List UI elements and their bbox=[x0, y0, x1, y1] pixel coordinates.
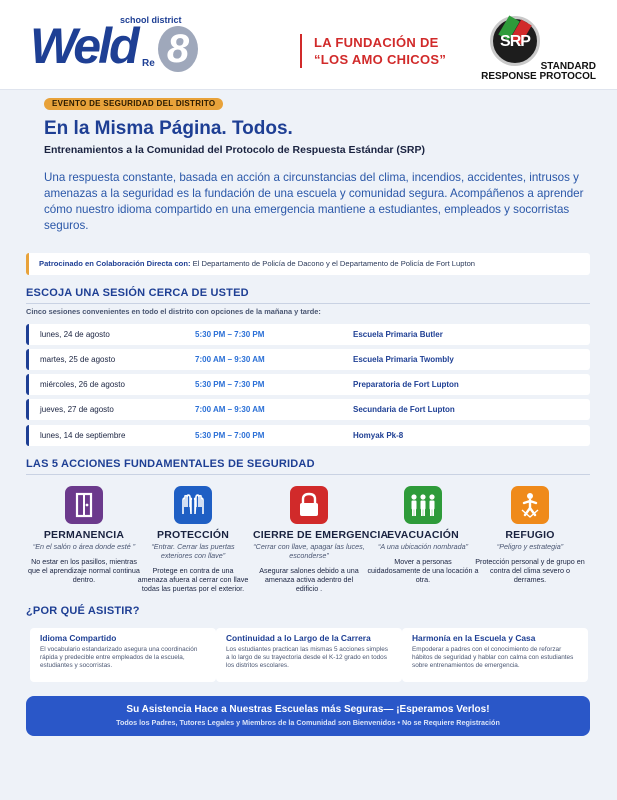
call-to-action-banner bbox=[26, 696, 590, 736]
why-card-text: Los estudiantes practican las mismas 5 acciones simples a lo largo de su trayectoria desde el K-12 grado en todos los distritos escolares. bbox=[226, 646, 388, 669]
why-card-title: Idioma Compartido bbox=[40, 633, 117, 643]
srp-name-line-2: RESPONSE PROTOCOL bbox=[481, 71, 596, 82]
session-date: lunes, 14 de septiembre bbox=[40, 431, 126, 440]
srp-name-line-1: STANDARD bbox=[540, 61, 596, 72]
action-description: Protección personal y de grupo en contra del clima severo o derrames. bbox=[475, 557, 585, 584]
why-card-harmony bbox=[402, 628, 588, 682]
session-school: Escuela Primaria Twombly bbox=[353, 355, 454, 364]
foundation-title bbox=[314, 34, 474, 68]
action-card-refugio bbox=[474, 486, 586, 584]
action-quote: “Cerrar con llave, apagar las luces, esconderse” bbox=[253, 542, 365, 560]
session-date: jueves, 27 de agosto bbox=[40, 405, 114, 414]
sponsor-banner bbox=[26, 253, 590, 275]
session-row[interactable] bbox=[26, 425, 590, 446]
why-card-continuity bbox=[216, 628, 402, 682]
session-row[interactable] bbox=[26, 399, 590, 420]
event-badge: EVENTO DE SEGURIDAD DEL DISTRITO bbox=[44, 98, 223, 110]
session-school: Preparatoria de Fort Lupton bbox=[353, 380, 459, 389]
action-card-cierre bbox=[253, 486, 389, 593]
srp-mark: SRP bbox=[500, 33, 530, 50]
action-name: EVACUACIÓN bbox=[387, 529, 459, 541]
session-school: Secundaria de Fort Lupton bbox=[353, 405, 455, 414]
intro-paragraph: Una respuesta constante, basada en acción a circunstancias del clima, incendios, accidentes, intrusos y amenazas a la seguridad es la fundación de una escuela y comunidad segura. Acompáñenos a aprender cómo nuestro idioma compartido en una emergencia mantiene a estudiantes, empleados y socorristas seguros. bbox=[44, 171, 584, 232]
session-date: lunes, 24 de agosto bbox=[40, 330, 110, 339]
logo-wordmark: Weld bbox=[30, 18, 137, 74]
logo-number: 8 bbox=[158, 26, 198, 72]
action-card-evacuacion bbox=[367, 486, 479, 584]
why-card-text: Empoderar a padres con el conocimiento de reforzar hábitos de seguridad y hablar con calma con estudiantes sobre entrenamientos de emergencia. bbox=[412, 646, 574, 669]
people-icon bbox=[404, 486, 442, 524]
action-name: CIERRE DE EMERGENCIA bbox=[253, 529, 389, 541]
action-description: Mover a personas cuidadosamente de una locación a otra. bbox=[367, 557, 479, 584]
action-card-proteccion bbox=[137, 486, 249, 593]
sessions-heading: ESCOJA UNA SESIÓN CERCA DE USTED bbox=[26, 287, 590, 304]
action-quote: “En el salón o área donde esté ” bbox=[32, 542, 136, 551]
srp-emblem-icon bbox=[490, 16, 540, 66]
session-date: miércoles, 26 de agosto bbox=[40, 380, 125, 389]
foundation-line-1: LA FUNDACIÓN DE bbox=[314, 35, 439, 50]
action-quote: “Peligro y estrategia” bbox=[496, 542, 564, 551]
person-down-icon bbox=[511, 486, 549, 524]
logo-small-text: school district bbox=[120, 15, 182, 25]
session-school: Homyak Pk-8 bbox=[353, 431, 404, 440]
why-card-shared-language bbox=[30, 628, 216, 682]
hands-icon bbox=[174, 486, 212, 524]
actions-heading: LAS 5 ACCIONES FUNDAMENTALES DE SEGURIDAD bbox=[26, 458, 590, 475]
district-logo bbox=[30, 16, 200, 78]
action-name: PERMANENCIA bbox=[43, 529, 125, 541]
action-quote: “A una ubicación nombrada” bbox=[377, 542, 469, 551]
srp-logo bbox=[476, 16, 596, 86]
cta-subline: Todos los Padres, Tutores Legales y Miembros de la Comunidad son Bienvenidos • No se Requiere Registración bbox=[116, 718, 500, 727]
cta-headline: Su Asistencia Hace a Nuestras Escuelas más Seguras— ¡Esperamos Verlos! bbox=[126, 704, 490, 715]
session-date: martes, 25 de agosto bbox=[40, 355, 116, 364]
foundation-line-2: “LOS AMO CHICOS” bbox=[314, 52, 447, 67]
session-row[interactable] bbox=[26, 374, 590, 395]
door-icon bbox=[65, 486, 103, 524]
session-time: 5:30 PM – 7:30 PM bbox=[195, 380, 265, 389]
session-time: 5:30 PM – 7:30 PM bbox=[195, 330, 265, 339]
action-card-permanencia bbox=[28, 486, 140, 584]
why-card-text: El vocabulario estandarizado asegura una coordinación rápida y predecible entre empleados de la escuela, estudiantes y socorristas. bbox=[40, 646, 198, 669]
session-time: 5:30 PM – 7:00 PM bbox=[195, 431, 265, 440]
header bbox=[0, 0, 617, 90]
session-row[interactable] bbox=[26, 324, 590, 345]
action-name: REFUGIO bbox=[505, 529, 555, 541]
srp-name bbox=[476, 62, 596, 82]
sponsor-text: El Departamento de Policía de Dacono y el Departamento de Policía de Fort Lupton bbox=[192, 259, 476, 268]
session-row[interactable] bbox=[26, 349, 590, 370]
header-divider bbox=[300, 34, 302, 68]
page-subtitle: Entrenamientos a la Comunidad del Protocolo de Respuesta Estándar (SRP) bbox=[44, 144, 425, 156]
sessions-subheading: Cinco sesiones convenientes en todo el distrito con opciones de la mañana y tarde: bbox=[26, 307, 321, 316]
action-name: PROTECCIÓN bbox=[156, 529, 229, 541]
session-school: Escuela Primaria Butler bbox=[353, 330, 443, 339]
action-quote: “Entrar. Cerrar las puertas exteriores con llave” bbox=[151, 542, 235, 560]
session-time: 7:00 AM – 9:30 AM bbox=[195, 405, 265, 414]
why-card-title: Harmonía en la Escuela y Casa bbox=[412, 633, 536, 643]
action-description: Protege en contra de una amenaza afuera al cerrar con llave todas las puertas por el exterior. bbox=[137, 566, 249, 593]
session-time: 7:00 AM – 9:30 AM bbox=[195, 355, 265, 364]
why-heading: ¿POR QUÉ ASISTIR? bbox=[26, 605, 140, 617]
action-description: Asegurar salones debido a una amenaza activa adentro del edificio . bbox=[259, 566, 359, 593]
action-description: No estar en los pasillos, mientras que el aprendizaje normal continua dentro. bbox=[28, 557, 140, 584]
why-card-title: Continuidad a lo Largo de la Carrera bbox=[226, 633, 371, 643]
lock-icon bbox=[290, 486, 328, 524]
page-title: En la Misma Página. Todos. bbox=[44, 118, 293, 139]
sponsor-label: Patrocinado en Colaboración Directa con: bbox=[39, 259, 191, 268]
logo-re: Re bbox=[142, 58, 155, 69]
